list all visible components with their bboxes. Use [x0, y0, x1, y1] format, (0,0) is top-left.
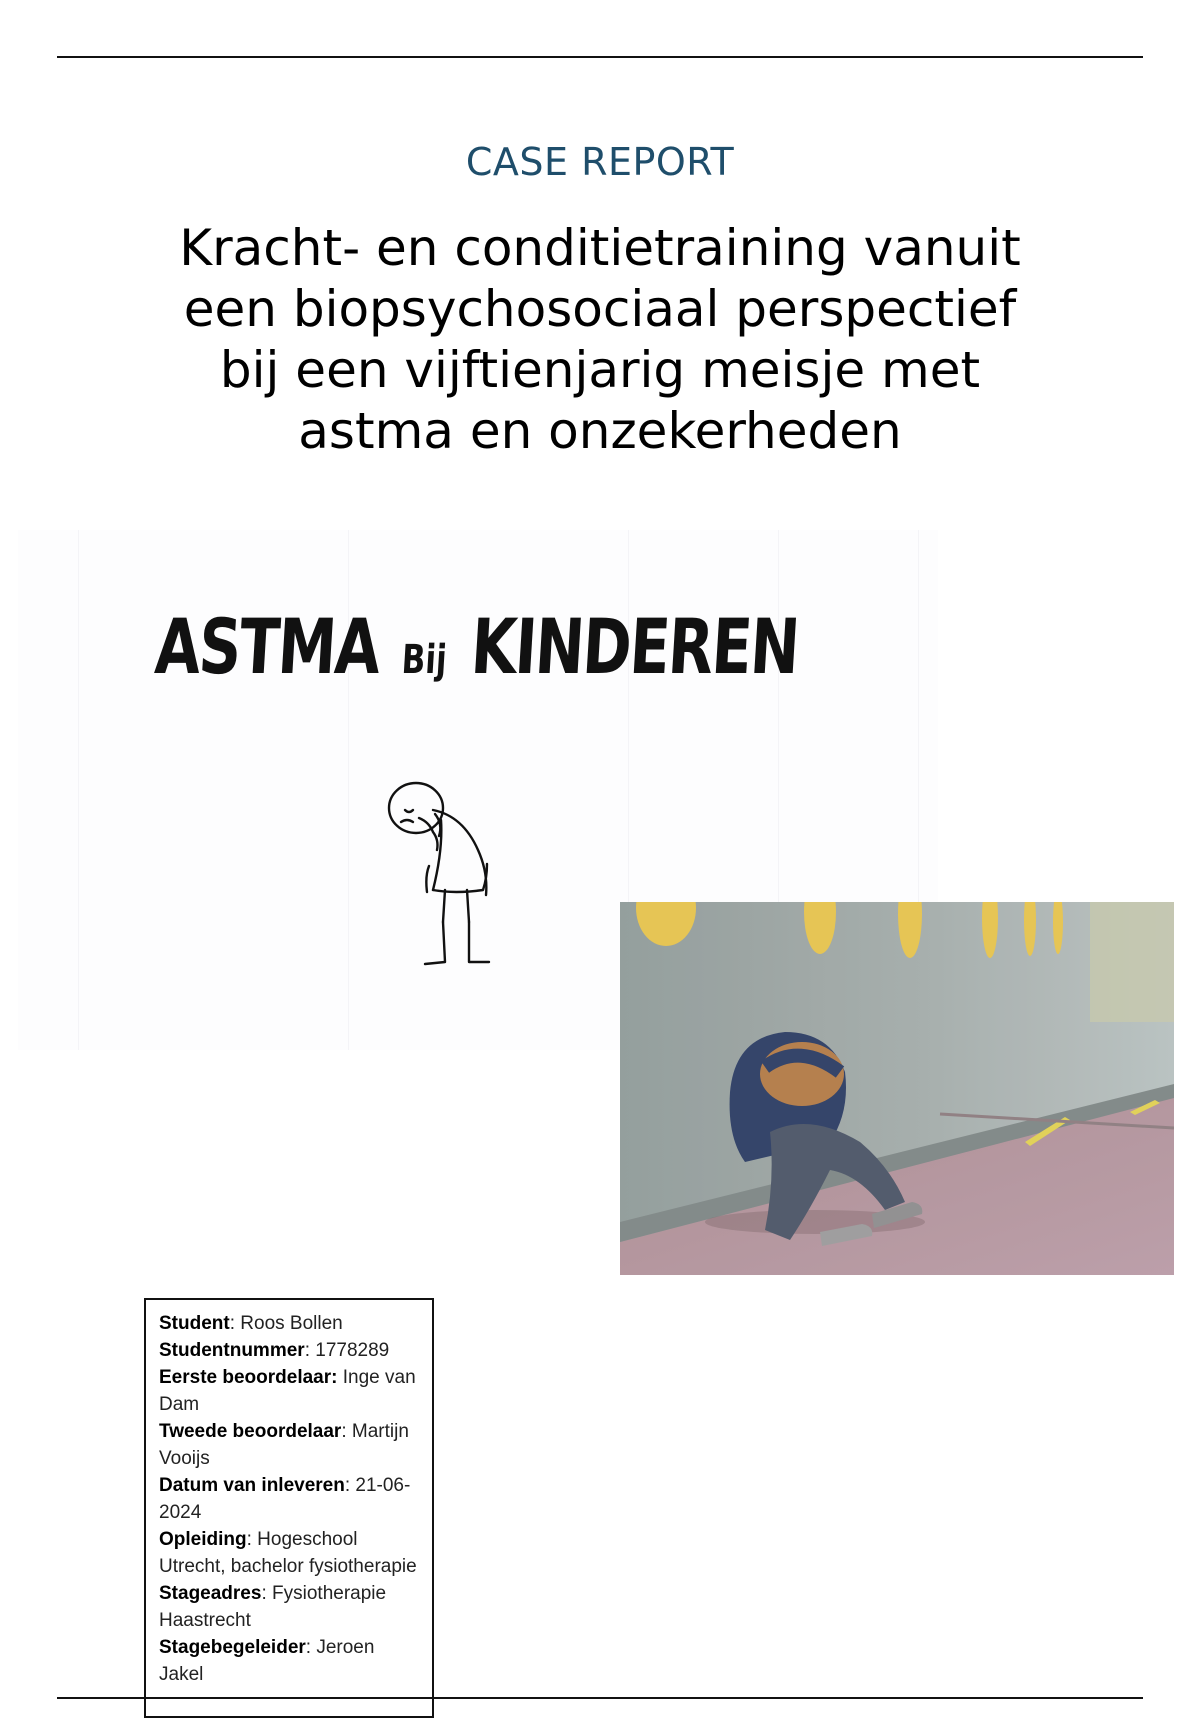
info-stagebegeleider-value: Jeroen Jakel [159, 1637, 375, 1685]
info-eerste-label: Eerste beoordelaar: [159, 1367, 338, 1388]
info-opleiding-label: Opleiding [159, 1529, 247, 1550]
photo-child-sitting-against-wall [620, 902, 1174, 1275]
info-tweede-beoordelaar: Tweede beoordelaar: Martijn Vooijs [159, 1421, 409, 1469]
photo-image [620, 902, 1174, 1275]
info-eerste-value: Inge van Dam [159, 1367, 416, 1415]
info-eerste-beoordelaar [159, 1364, 422, 1418]
heading-word-astma: ASTMA [152, 602, 382, 691]
info-opleiding: Opleiding: Hogeschool Utrecht, bachelor fysiotherapie [159, 1529, 417, 1577]
info-studentnummer-value: 1778289 [315, 1340, 390, 1361]
case-report-label: CASE REPORT [465, 140, 735, 184]
info-studentnummer: Studentnummer: 1778289 [159, 1340, 390, 1361]
info-datum-value: 21-06-2024 [159, 1475, 411, 1523]
info-studentnummer-label: Studentnummer [159, 1340, 305, 1361]
info-tweede-value: Martijn Vooijs [159, 1421, 409, 1469]
document-title: Kracht- en conditietraining vanuit een biopsychosociaal perspectief bij een vijftienjarig meisje met astma en onzekerheden [179, 219, 1021, 460]
heading-word-kinderen: KINDEREN [468, 602, 801, 691]
info-student-value: Roos Bollen [240, 1313, 343, 1334]
illustration-heading [153, 602, 801, 691]
info-datum-label: Datum van inleveren [159, 1475, 345, 1496]
bottom-rule [57, 1697, 1143, 1699]
info-stagebegeleider-label: Stagebegeleider [159, 1637, 306, 1658]
info-opleiding-value: Hogeschool Utrecht, bachelor fysiotherapie [159, 1529, 417, 1577]
student-info-box [144, 1298, 434, 1718]
info-stageadres-label: Stageadres [159, 1583, 262, 1604]
top-rule [57, 56, 1143, 58]
info-tweede-label: Tweede beoordelaar [159, 1421, 342, 1442]
heading-word-bij: Bij [400, 637, 449, 683]
info-datum: Datum van inleveren: 21-06-2024 [159, 1475, 411, 1523]
info-student: Student: Roos Bollen [159, 1313, 343, 1334]
info-stagebegeleider: Stagebegeleider: Jeroen Jakel [159, 1637, 375, 1685]
info-student-label: Student [159, 1313, 230, 1334]
info-stageadres-value: Fysiotherapie Haastrecht [159, 1583, 387, 1631]
coughing-stick-figure-icon [383, 770, 533, 970]
illustration-streak [78, 530, 79, 1050]
info-stageadres: Stageadres: Fysiotherapie Haastrecht [159, 1583, 387, 1631]
